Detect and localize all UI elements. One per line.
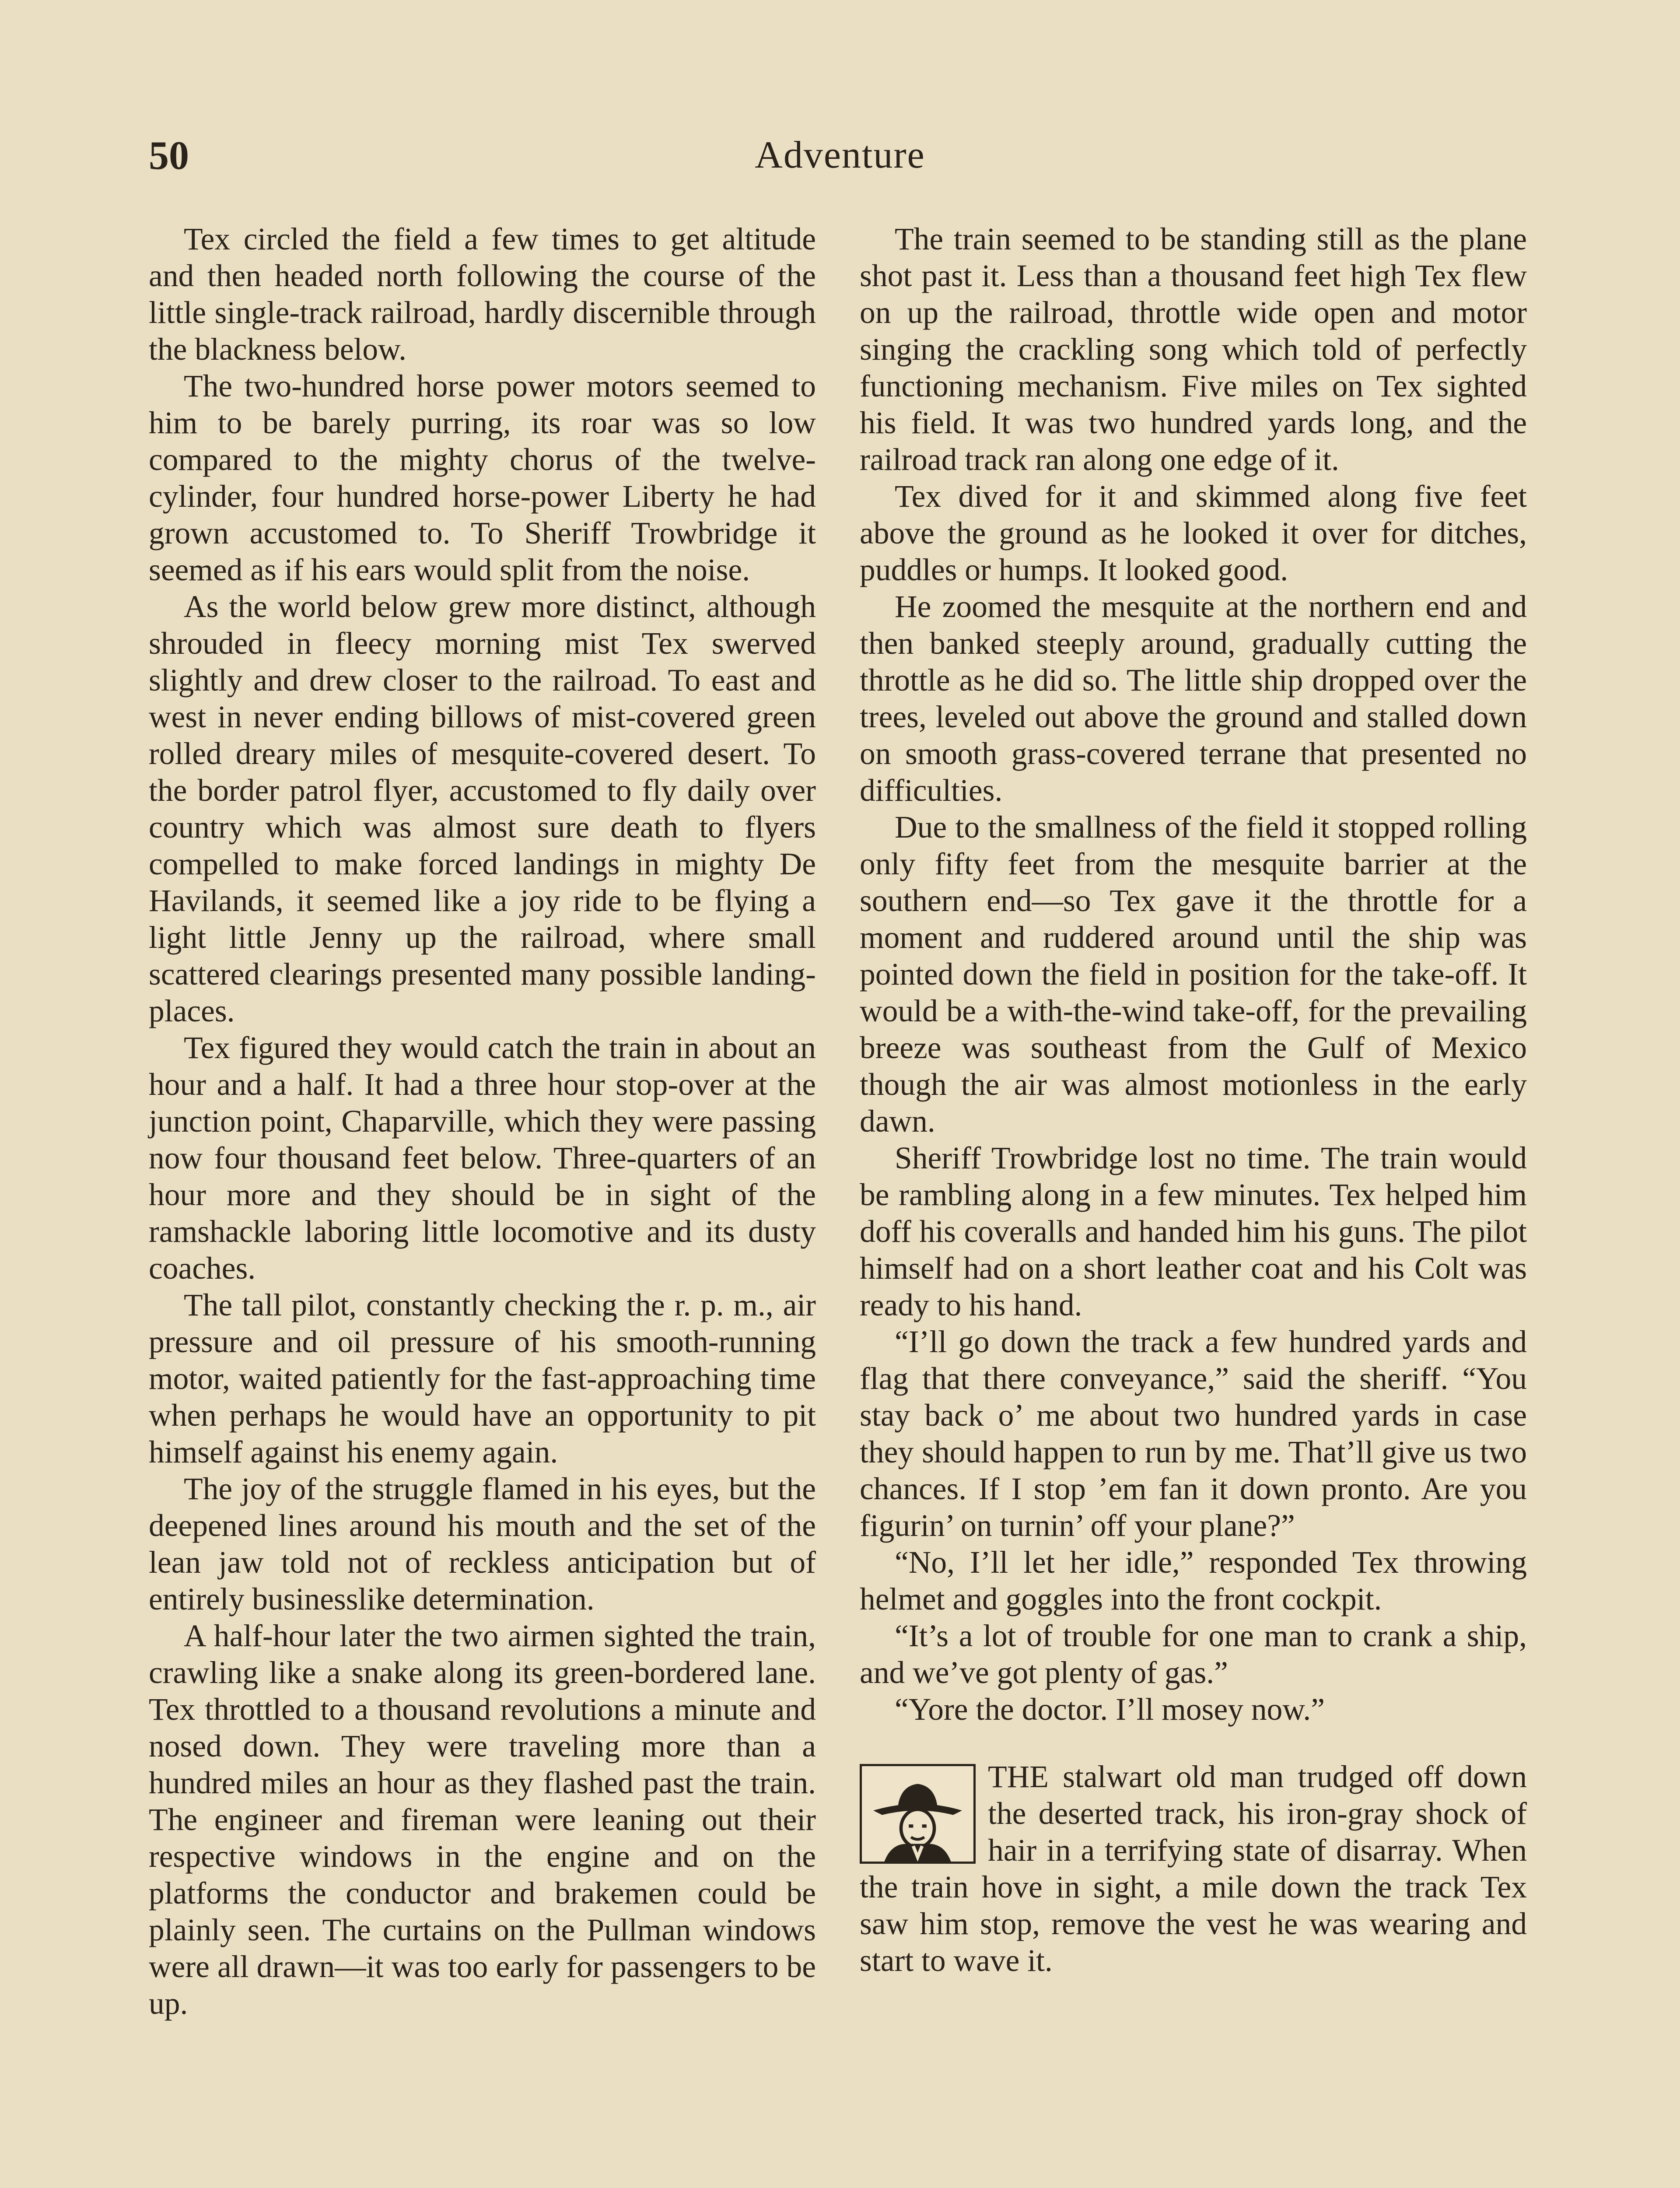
paragraph: Tex dived for it and skimmed along five feet above the ground as he looked it over for ditches, puddles or humps. It looked good.	[860, 479, 1527, 587]
running-head	[149, 131, 1531, 179]
paragraph: As the world below grew more distinct, although shrouded in fleecy morning mist Tex swerved slightly and drew closer to the railroad. To east and west in never ending billows of mist-covered green rolled dreary miles of mesquite-covered desert. To the border patrol flyer, accustomed to fly daily over country which was almost sure death to flyers compelled to make forced landings in mighty De Havilands, it seemed like a joy ride to be flying a light little Jenny up the railroad, where small scattered clearings presented many possible landing-places.	[149, 589, 816, 1028]
page-number: 50	[149, 133, 189, 178]
magazine-title: Adventure	[755, 134, 925, 176]
paragraph: Tex figured they would catch the train in about an hour and a half. It had a three hour stop-over at the junction point, Chaparville, which they were passing now four thousand feet below. Three-quarters of an hour more and they should be in sight of the ramshackle laboring little locomotive and its dusty coaches.	[149, 1031, 816, 1286]
paragraph: The two-hundred horse power motors seemed to him to be barely purring, its roar was so low compared to the mighty chorus of the twelve-cylinder, four hundred horse-power Liberty he had grown accustomed to. To Sheriff Trowbridge it seemed as if his ears would split from the noise.	[149, 369, 816, 587]
paragraph: Tex circled the field a few times to get altitude and then headed north following the course of the little single-track railroad, hardly discernible through the blackness below.	[149, 222, 816, 367]
right-column	[860, 221, 1527, 1979]
paragraph: “It’s a lot of trouble for one man to crank a ship, and we’ve got plenty of gas.”	[860, 1619, 1527, 1690]
paragraph: Sheriff Trowbridge lost no time. The train would be rambling along in a few minutes. Tex helped him doff his coveralls and handed him his guns. The pilot himself had on a short leather coat and his Colt was ready to his hand.	[860, 1141, 1527, 1322]
paragraph: A half-hour later the two airmen sighted the train, crawling like a snake along its green-bordered lane. Tex throttled to a thousand revolutions a minute and nosed down. They were traveling more than a hundred miles an hour as they flashed past the train. The engineer and fireman were leaning out their respective windows in the engine and on the platforms the conductor and brakemen could be plainly seen. The curtains on the Pullman windows were all drawn—it was too early for passengers to be up.	[149, 1619, 816, 2021]
section-break-paragraph	[860, 1759, 1527, 1979]
paragraph: The train seemed to be standing still as the plane shot past it. Less than a thousand feet high Tex flew on up the railroad, throttle wide open and motor singing the crackling song which told of perfectly functioning mechanism. Five miles on Tex sighted his field. It was two hundred yards long, and the railroad track ran along one edge of it.	[860, 222, 1527, 477]
paragraph: The joy of the struggle flamed in his eyes, but the deepened lines around his mouth and the set of the lean jaw told not of reckless anticipation but of entirely businesslike determination.	[149, 1472, 816, 1616]
paragraph: “I’ll go down the track a few hundred yards and flag that there conveyance,” said the sheriff. “You stay back o’ me about two hundred yards in case they should happen to run by me. That’ll give us two chances. If I stop ’em fan it down pronto. Are you figurin’ on turnin’ off your plane?”	[860, 1325, 1527, 1543]
paragraph: “Yore the doctor. I’ll mosey now.”	[895, 1692, 1325, 1727]
cowboy-portrait-icon	[860, 1764, 976, 1864]
section-break-text: THE stalwart old man trudged off down the deserted track, his iron-gray shock of hair in a terrifying state of disarray. When the train hove in sight, a mile down the track Tex saw him stop, remove the vest he was wearing and start to wave it.	[860, 1760, 1527, 1978]
paragraph: He zoomed the mesquite at the northern end and then banked steeply around, gradually cutting the throttle as he did so. The little ship dropped over the trees, leveled out above the ground and stalled down on smooth grass-covered terrane that presented no difficulties.	[860, 589, 1527, 808]
paragraph: “No, I’ll let her idle,” responded Tex throwing helmet and goggles into the front cockpit.	[860, 1545, 1527, 1616]
paragraph: Due to the smallness of the field it stopped rolling only fifty feet from the mesquite barrier at the southern end—so Tex gave it the throttle for a moment and ruddered around until the ship was pointed down the field in position for the take-off. It would be a with-the-wind take-off, for the prevailing breeze was southeast from the Gulf of Mexico though the air was almost motionless in the early dawn.	[860, 810, 1527, 1139]
paragraph: The tall pilot, constantly checking the r. p. m., air pressure and oil pressure of his smooth-running motor, waited patiently for the fast-approaching time when perhaps he would have an opportunity to pit himself against his enemy again.	[149, 1288, 816, 1469]
left-column	[149, 221, 816, 2022]
